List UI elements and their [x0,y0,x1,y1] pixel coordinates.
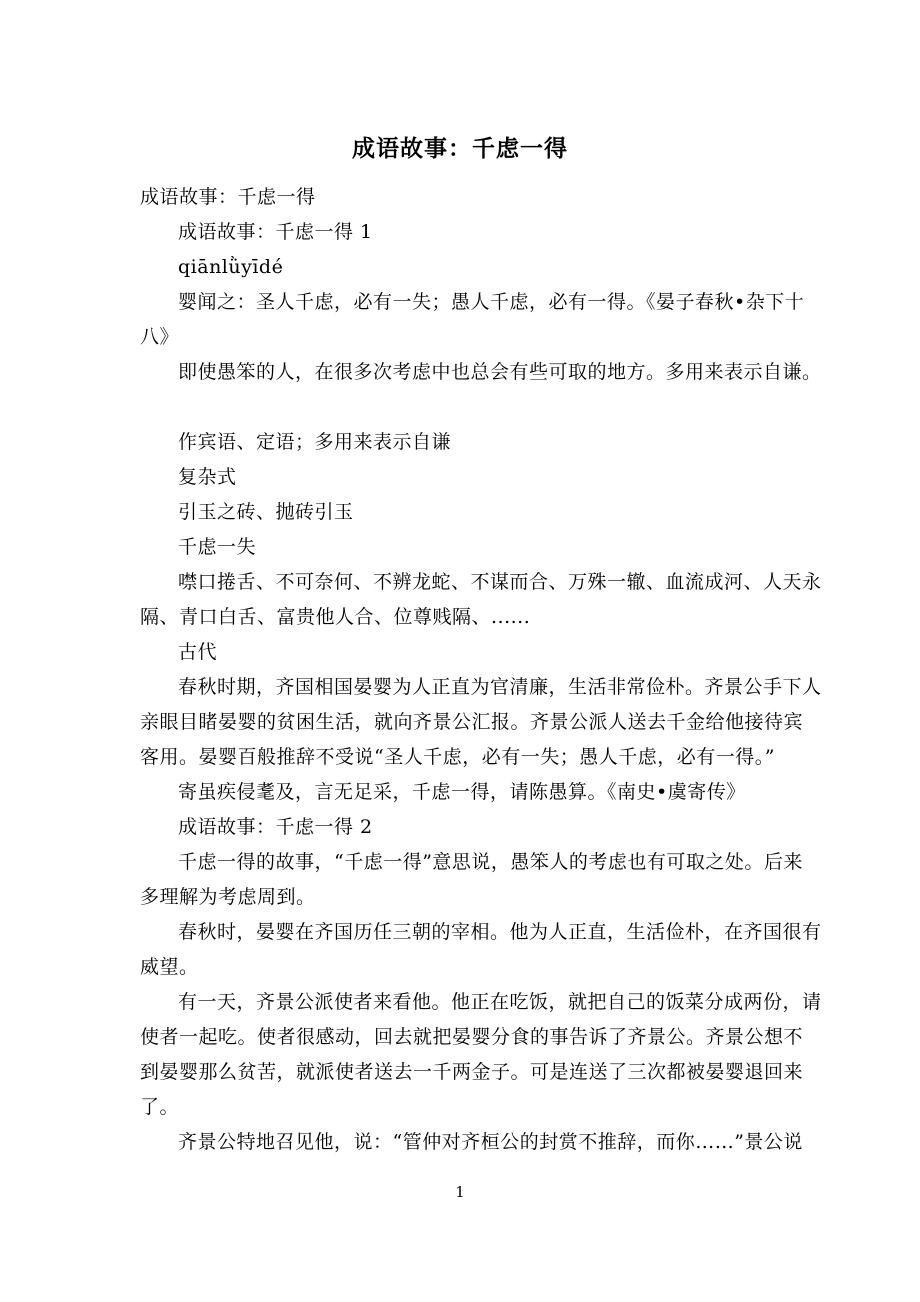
text-line: 春秋时期，齐国相国晏婴为人正直为官清廉，生活非常俭朴。齐景公手下人 [178,676,822,698]
text-line: 古代 [178,641,218,663]
document-title: 成语故事：千虑一得 [352,135,568,162]
text-line: 复杂式 [178,466,237,488]
text-line: 八》 [140,326,180,348]
text-line: 亲眼目睹晏婴的贫困生活，就向齐景公汇报。齐景公派人送去千金给他接待宾 [140,711,804,733]
page-number: 1 [455,1183,465,1201]
text-line: 到晏婴那么贫苦，就派使者送去一千两金子。可是连送了三次都被晏婴退回来 [140,1061,804,1083]
text-line: 隔、青口白舌、富贵他人合、位尊贱隔、...... [140,606,531,628]
text-line: 寄虽疾侵耄及，言无足采，千虑一得，请陈愚算。《南史•虞寄传》 [178,781,746,803]
text-line: 噤口捲舌、不可奈何、不辨龙蛇、不谋而合、万殊一辙、血流成河、人天永 [178,571,822,593]
text-line: 威望。 [140,956,199,978]
text-line: 成语故事：千虑一得 [140,186,316,208]
text-line: 成语故事：千虑一得 1 [178,221,373,243]
text-line: 有一天，齐景公派使者来看他。他正在吃饭，就把自己的饭菜分成两份，请 [178,991,822,1013]
text-line: 千虑一得的故事，“千虑一得”意思说，愚笨人的考虑也有可取之处。后来 [178,851,803,873]
text-line: 引玉之砖、抛砖引玉 [178,501,354,523]
text-line: 成语故事：千虑一得 2 [178,816,373,838]
text-line: 即使愚笨的人，在很多次考虑中也总会有些可取的地方。多用来表示自谦。 [178,361,822,383]
text-line: 客用。晏婴百般推辞不受说“圣人千虑，必有一失；愚人千虑，必有一得。” [140,746,775,768]
text-line: qiānlǜyīdé [178,256,284,278]
text-line: 婴闻之：圣人千虑，必有一失；愚人千虑，必有一得。《晏子春秋•杂下十 [178,291,805,313]
text-line: 使者一起吃。使者很感动，回去就把晏婴分食的事告诉了齐景公。齐景公想不 [140,1026,804,1048]
text-line: 春秋时，晏婴在齐国历任三朝的宰相。他为人正直，生活俭朴，在齐国很有 [178,921,822,943]
text-line: 多理解为考虑周到。 [140,886,316,908]
text-line [140,390,780,425]
text-line: 千虑一失 [178,536,257,558]
text-line: 齐景公特地召见他，说：“管仲对齐桓公的封赏不推辞，而你……”景公说 [178,1131,803,1153]
text-line: 作宾语、定语；多用来表示自谦 [178,431,452,453]
document-body [140,180,822,1160]
text-line: 了。 [140,1096,180,1118]
